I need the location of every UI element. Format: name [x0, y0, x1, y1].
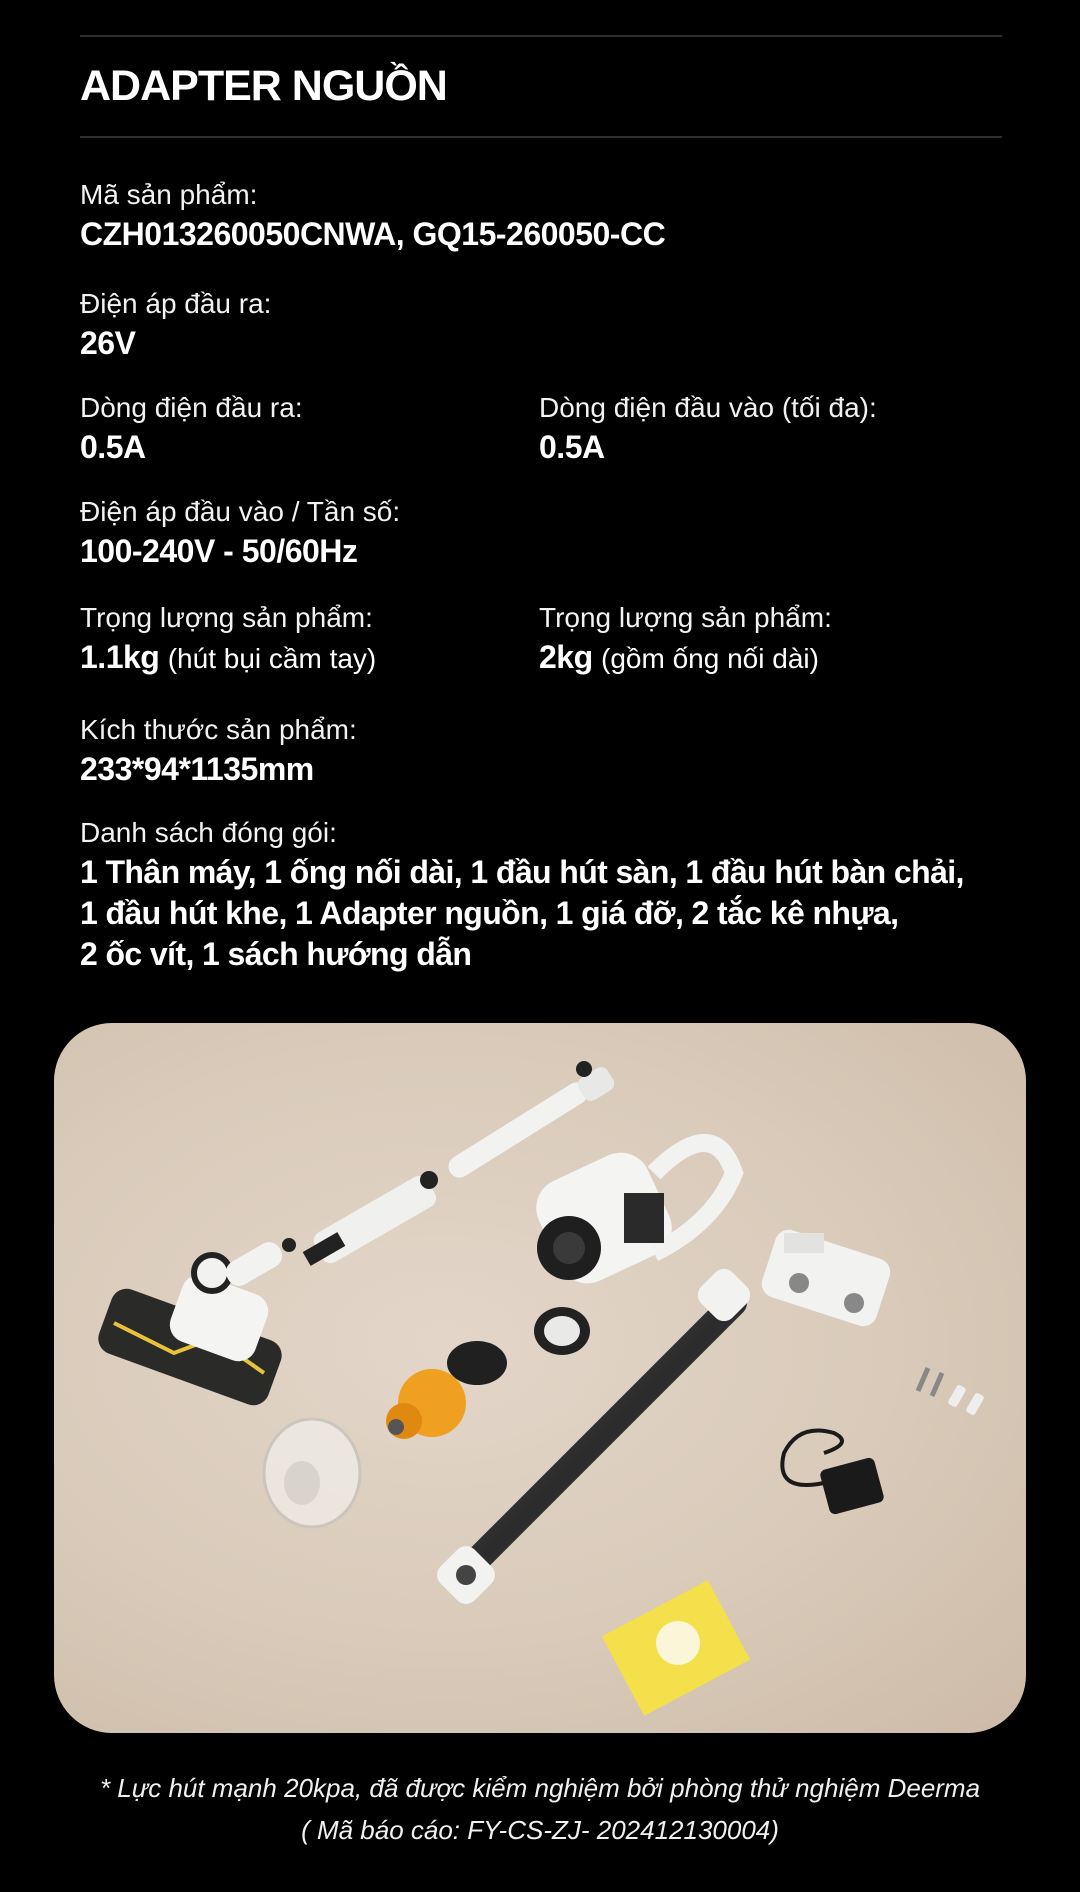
spec-value: 26V	[80, 325, 136, 361]
section-title: ADAPTER NGUỒN	[80, 62, 447, 110]
spec-label: Dòng điện đầu ra:	[80, 392, 303, 423]
spec-input-current	[539, 389, 877, 467]
spec-output-current	[80, 389, 303, 467]
floor-head	[94, 1238, 296, 1410]
package-line: 1 đầu hút khe, 1 Adapter nguồn, 1 giá đỡ, 2 tắc kê nhựa,	[80, 895, 899, 931]
cyclone-unit	[386, 1369, 466, 1439]
spec-label: Mã sản phẩm:	[80, 179, 258, 210]
spec-weight-handheld	[80, 599, 376, 679]
footnote-line-2: ( Mã báo cáo: FY-CS-ZJ- 202412130004)	[301, 1815, 779, 1845]
spec-value: 0.5A	[539, 429, 605, 465]
weight-note: (gồm ống nối dài)	[601, 643, 819, 674]
spec-output-voltage	[80, 285, 271, 363]
footnote-line-1: * Lực hút mạnh 20kpa, đã được kiểm nghiệm bởi phòng thử nghiệm Deerma	[99, 1773, 981, 1803]
package-list	[80, 814, 964, 975]
weight-value: 2kg	[539, 639, 593, 675]
spec-value	[539, 637, 832, 679]
spec-label: Trọng lượng sản phẩm:	[539, 602, 832, 633]
dust-cup	[264, 1419, 360, 1527]
brush-tool	[303, 1171, 440, 1267]
product-contents-photo	[54, 1023, 1026, 1733]
title-divider	[80, 136, 1002, 138]
user-manual	[602, 1580, 750, 1716]
wall-mount	[758, 1226, 894, 1330]
spec-model	[80, 176, 665, 254]
weight-note: (hút bụi cầm tay)	[167, 643, 377, 674]
spec-label: Trọng lượng sản phẩm:	[80, 602, 373, 633]
spec-value: 100-240V - 50/60Hz	[80, 533, 358, 569]
screws-and-anchors	[918, 1368, 985, 1416]
weight-value: 1.1kg	[80, 639, 160, 675]
package-line: 1 Thân máy, 1 ống nối dài, 1 đầu hút sàn, 1 đầu hút bàn chải,	[80, 854, 964, 890]
spec-label: Điện áp đầu ra:	[80, 288, 272, 319]
spec-dimensions	[80, 711, 357, 789]
spec-value: 0.5A	[80, 429, 146, 465]
package-line: 2 ốc vít, 1 sách hướng dẫn	[80, 936, 472, 972]
spec-value: CZH013260050CNWA, GQ15-260050-CC	[80, 216, 666, 252]
seal-disc	[447, 1341, 507, 1385]
spec-input-voltage	[80, 493, 400, 571]
filter	[534, 1307, 590, 1355]
spec-label: Kích thước sản phẩm:	[80, 714, 357, 745]
spec-weight-full	[539, 599, 832, 679]
spec-value	[80, 637, 376, 679]
power-adapter	[782, 1431, 885, 1516]
package-label: Danh sách đóng gói:	[80, 817, 337, 848]
extension-tube	[432, 1264, 755, 1609]
package-contents-illustration	[54, 1023, 1026, 1733]
spec-value: 233*94*1135mm	[80, 751, 314, 787]
spec-label: Dòng điện đầu vào (tối đa):	[539, 392, 877, 423]
top-divider	[80, 35, 1002, 37]
handheld-body	[526, 1143, 734, 1293]
spec-label: Điện áp đầu vào / Tần số:	[80, 496, 401, 527]
